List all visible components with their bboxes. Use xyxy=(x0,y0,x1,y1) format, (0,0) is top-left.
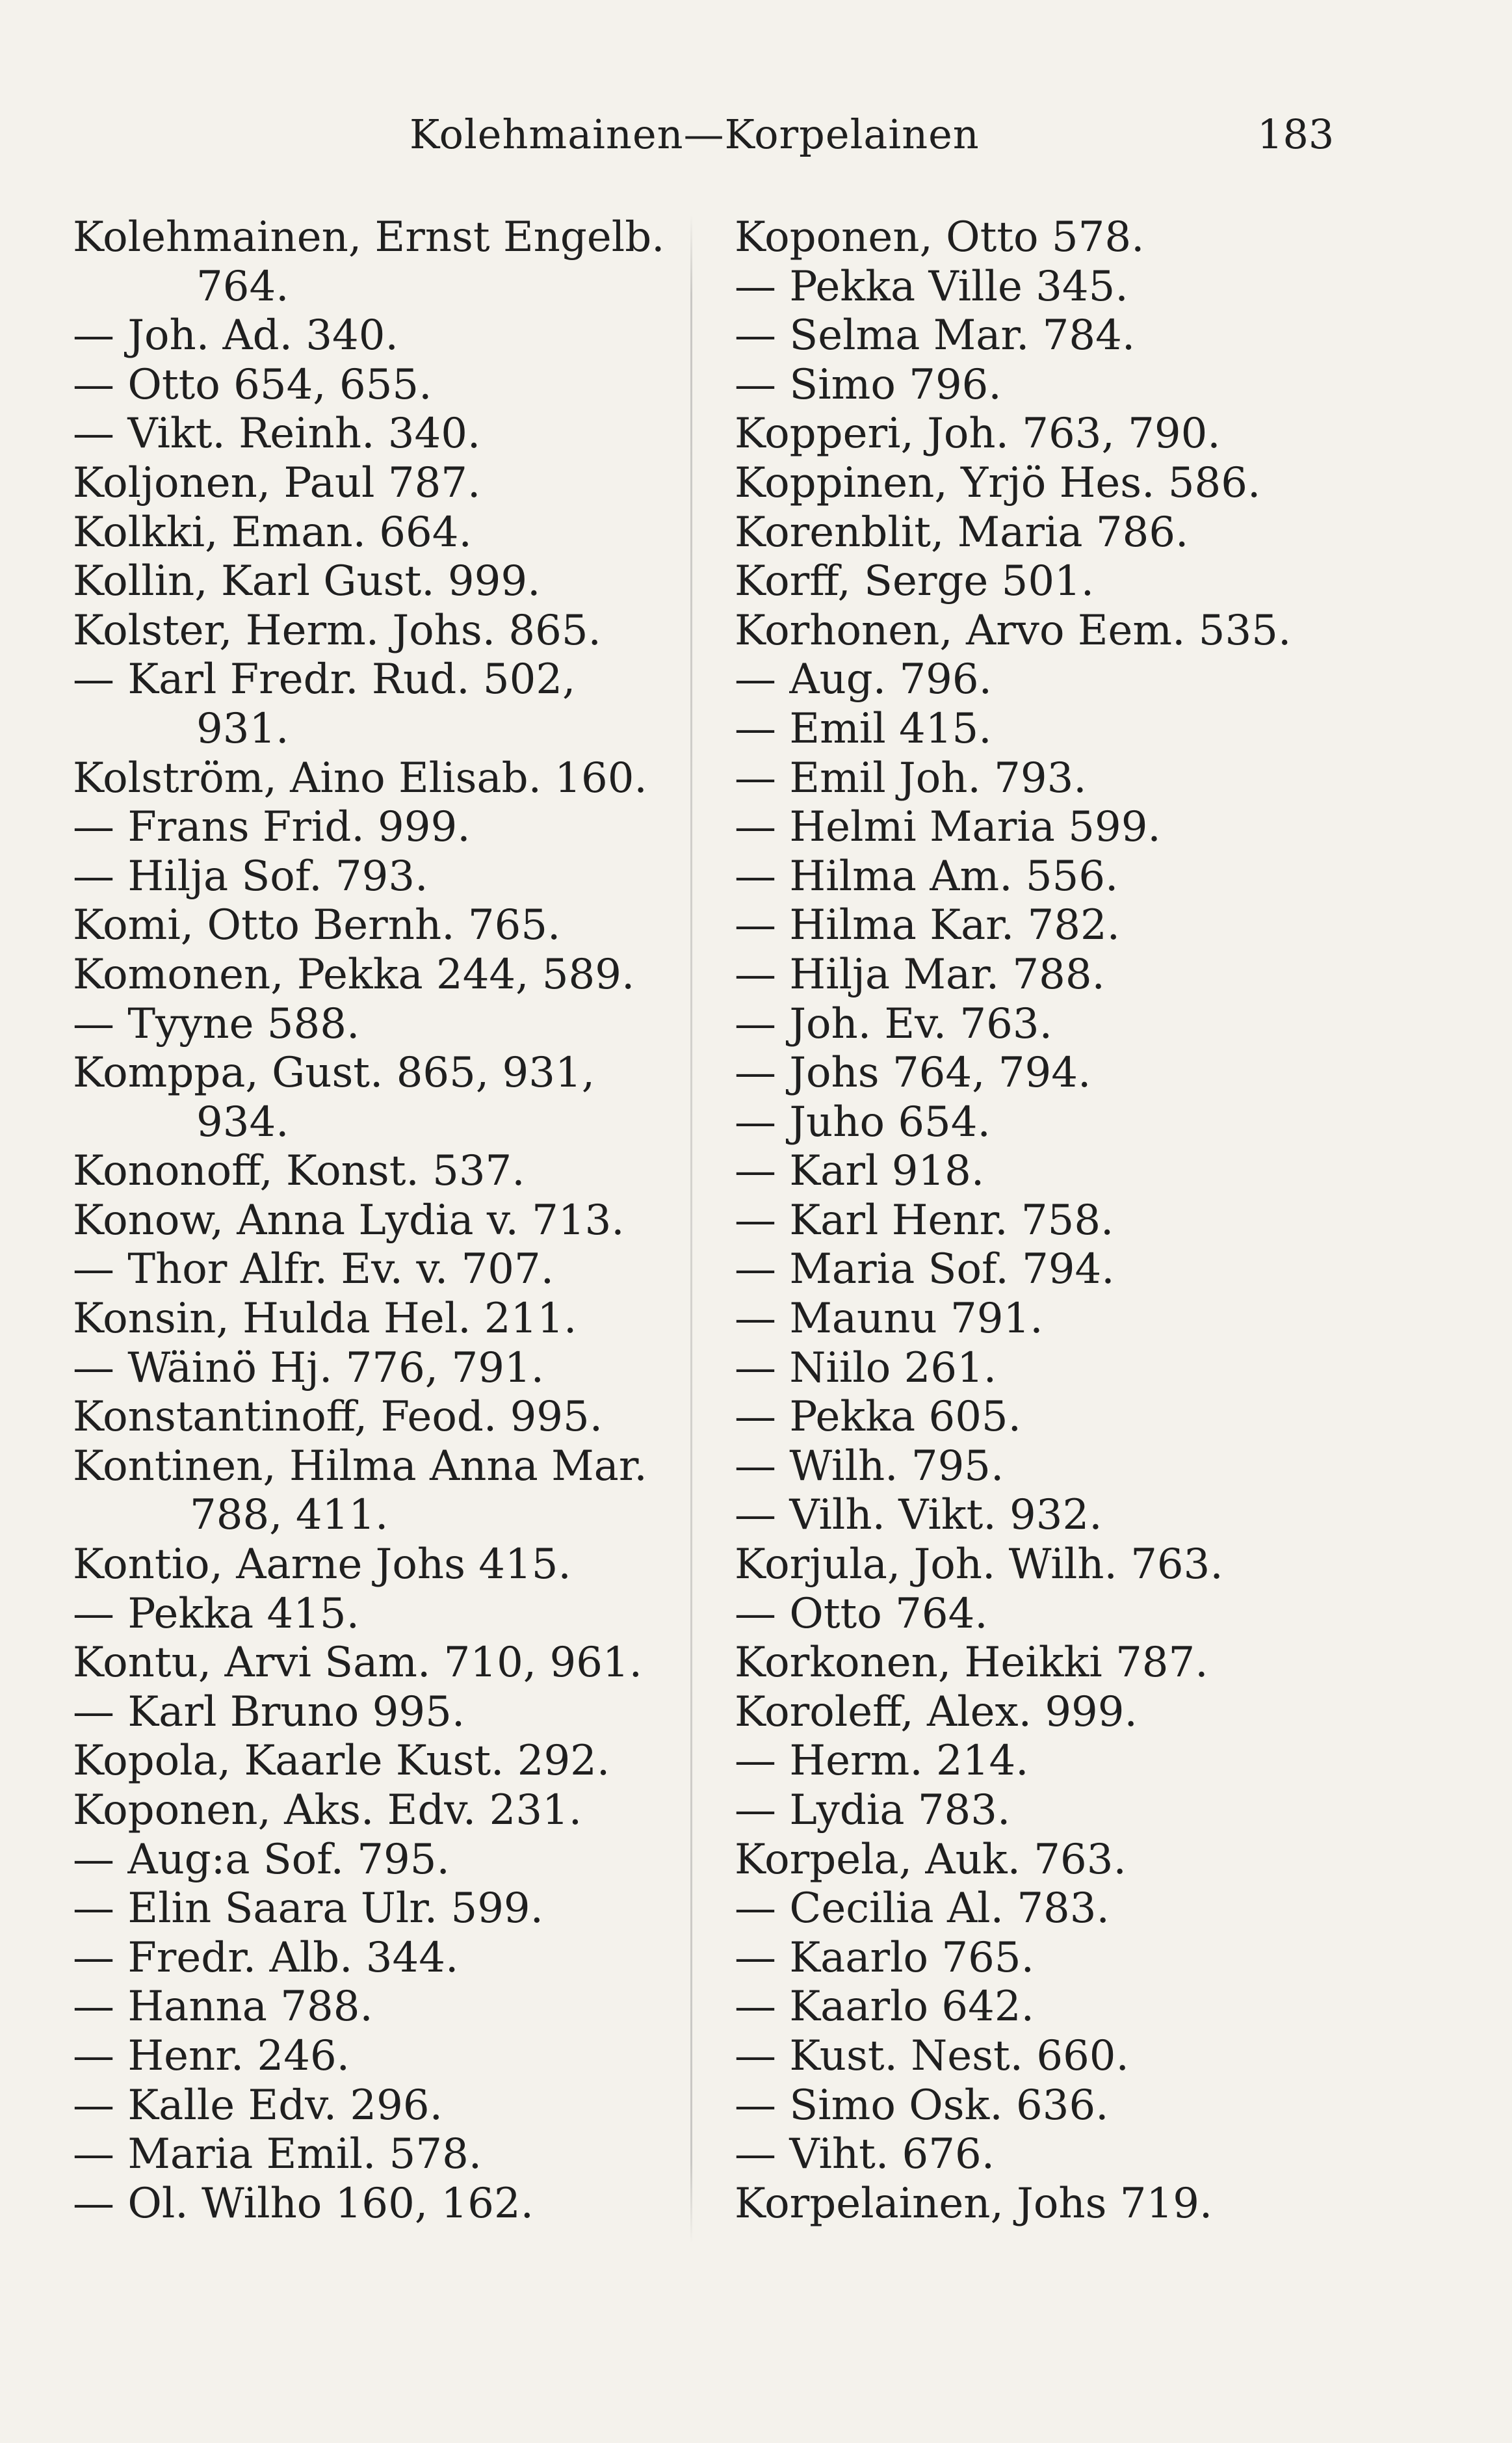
index-entry: Kolström, Aino Elisab. 160. xyxy=(73,754,647,802)
index-entry: Koponen, Otto 578. xyxy=(735,213,1145,261)
index-entry: — Joh. Ev. 763. xyxy=(735,999,1052,1048)
index-entry: — Kaarlo 642. xyxy=(735,1983,1034,2031)
index-entry: — Simo 796. xyxy=(735,360,1002,409)
index-entry: Konow, Anna Lydia v. 713. xyxy=(73,1196,625,1245)
index-entry: — Karl 918. xyxy=(735,1147,985,1196)
index-entry: — Pekka Ville 345. xyxy=(735,262,1128,311)
index-entry: — Kust. Nest. 660. xyxy=(735,2031,1129,2080)
index-entry: — Hilja Sof. 793. xyxy=(73,852,428,901)
index-entry: Konsin, Hulda Hel. 211. xyxy=(73,1295,577,1343)
index-entry: Koponen, Aks. Edv. 231. xyxy=(73,1786,582,1834)
index-entry: — Juho 654. xyxy=(735,1098,991,1146)
index-entry: Kollin, Karl Gust. 999. xyxy=(73,557,541,606)
running-head: Kolehmainen—Korpelainen xyxy=(410,111,980,158)
index-entry: — Hilja Mar. 788. xyxy=(735,950,1105,999)
index-entry: — Henr. 246. xyxy=(73,2031,350,2080)
index-entry: — Emil Joh. 793. xyxy=(735,754,1087,802)
index-entry: — Emil 415. xyxy=(735,704,992,753)
index-entry: Kontinen, Hilma Anna Mar. xyxy=(73,1442,647,1490)
index-entry: Kolkki, Eman. 664. xyxy=(73,508,472,557)
index-entry: Korpelainen, Johs 719. xyxy=(735,2179,1213,2228)
index-entry: Korenblit, Maria 786. xyxy=(735,508,1189,557)
index-entry: Koppinen, Yrjö Hes. 586. xyxy=(735,458,1261,507)
index-entry-continuation: 934. xyxy=(196,1098,289,1146)
index-entry-continuation: 764. xyxy=(196,262,289,311)
left-column xyxy=(73,213,697,2228)
index-entry: — Simo Osk. 636. xyxy=(735,2081,1109,2130)
index-entry: — Maria Sof. 794. xyxy=(735,1245,1115,1294)
page-number: 183 xyxy=(1257,111,1335,158)
index-entry: — Selma Mar. 784. xyxy=(735,311,1136,360)
index-entry: — Niilo 261. xyxy=(735,1343,997,1392)
index-entry: Kononoff, Konst. 537. xyxy=(73,1147,525,1196)
index-entry: — Helmi Maria 599. xyxy=(735,803,1161,852)
index-entry: — Otto 654, 655. xyxy=(73,360,432,409)
index-entry: — Wäinö Hj. 776, 791. xyxy=(73,1343,544,1392)
index-entry: Komonen, Pekka 244, 589. xyxy=(73,950,635,999)
index-entry: — Vilh. Vikt. 932. xyxy=(735,1491,1102,1540)
index-entry: — Aug. 796. xyxy=(735,655,992,704)
index-entry: — Tyyne 588. xyxy=(73,999,360,1048)
index-entry: — Lydia 783. xyxy=(735,1786,1011,1834)
index-entry: — Hilma Am. 556. xyxy=(735,852,1119,901)
index-entry: Kontio, Aarne Johs 415. xyxy=(73,1540,571,1589)
index-entry: — Elin Saara Ulr. 599. xyxy=(73,1884,543,1933)
index-entry: — Vikt. Reinh. 340. xyxy=(73,410,481,458)
index-entry: — Herm. 214. xyxy=(735,1737,1029,1786)
index-entry: — Fredr. Alb. 344. xyxy=(73,1933,459,1982)
index-entry: — Ol. Wilho 160, 162. xyxy=(73,2179,534,2228)
index-entry: — Viht. 676. xyxy=(735,2130,995,2179)
index-entry: Korkonen, Heikki 787. xyxy=(735,1639,1208,1687)
index-entry: Kolster, Herm. Johs. 865. xyxy=(73,606,601,655)
index-entry: — Johs 764, 794. xyxy=(735,1049,1091,1098)
index-entry: — Maria Emil. 578. xyxy=(73,2130,482,2179)
index-entry: — Pekka 415. xyxy=(73,1589,359,1638)
index-entry: Korhonen, Arvo Eem. 535. xyxy=(735,606,1292,655)
index-entry: Kolehmainen, Ernst Engelb. xyxy=(73,213,665,261)
index-entry: Komi, Otto Bernh. 765. xyxy=(73,901,561,950)
index-entry: — Pekka 605. xyxy=(735,1393,1021,1442)
index-entry: Korjula, Joh. Wilh. 763. xyxy=(735,1540,1223,1589)
index-entry: — Karl Fredr. Rud. 502, xyxy=(73,655,576,704)
index-entry: Kopperi, Joh. 763, 790. xyxy=(735,410,1221,458)
index-entry: — Joh. Ad. 340. xyxy=(73,311,398,360)
index-entry-continuation: 788, 411. xyxy=(190,1491,389,1540)
index-entry: — Cecilia Al. 783. xyxy=(735,1884,1110,1933)
index-entry: — Frans Frid. 999. xyxy=(73,803,471,852)
index-entry: Koroleff, Alex. 999. xyxy=(735,1687,1138,1736)
index-entry: — Kaarlo 765. xyxy=(735,1933,1034,1982)
index-entry: — Wilh. 795. xyxy=(735,1442,1004,1490)
index-entry: — Hilma Kar. 782. xyxy=(735,901,1120,950)
index-entry: Koljonen, Paul 787. xyxy=(73,458,481,507)
index-entry: — Hanna 788. xyxy=(73,1983,373,2031)
index-entry: Korff, Serge 501. xyxy=(735,557,1095,606)
index-entry: Kopola, Kaarle Kust. 292. xyxy=(73,1737,610,1786)
index-entry: — Karl Henr. 758. xyxy=(735,1196,1114,1245)
index-entry: Kontu, Arvi Sam. 710, 961. xyxy=(73,1639,642,1687)
index-entry: Korpela, Auk. 763. xyxy=(735,1835,1127,1884)
index-entry: — Otto 764. xyxy=(735,1589,988,1638)
index-entry: — Aug:a Sof. 795. xyxy=(73,1835,450,1884)
page-header xyxy=(0,111,1512,176)
index-entry: — Kalle Edv. 296. xyxy=(73,2081,443,2130)
index-entry-continuation: 931. xyxy=(196,704,289,753)
index-entry: — Karl Bruno 995. xyxy=(73,1687,465,1736)
index-entry: — Thor Alfr. Ev. v. 707. xyxy=(73,1245,554,1294)
index-entry: Komppa, Gust. 865, 931, xyxy=(73,1049,595,1098)
index-entry: Konstantinoff, Feod. 995. xyxy=(73,1393,603,1442)
right-column xyxy=(735,213,1359,2228)
index-entry: — Maunu 791. xyxy=(735,1295,1043,1343)
column-divider xyxy=(690,215,692,2243)
